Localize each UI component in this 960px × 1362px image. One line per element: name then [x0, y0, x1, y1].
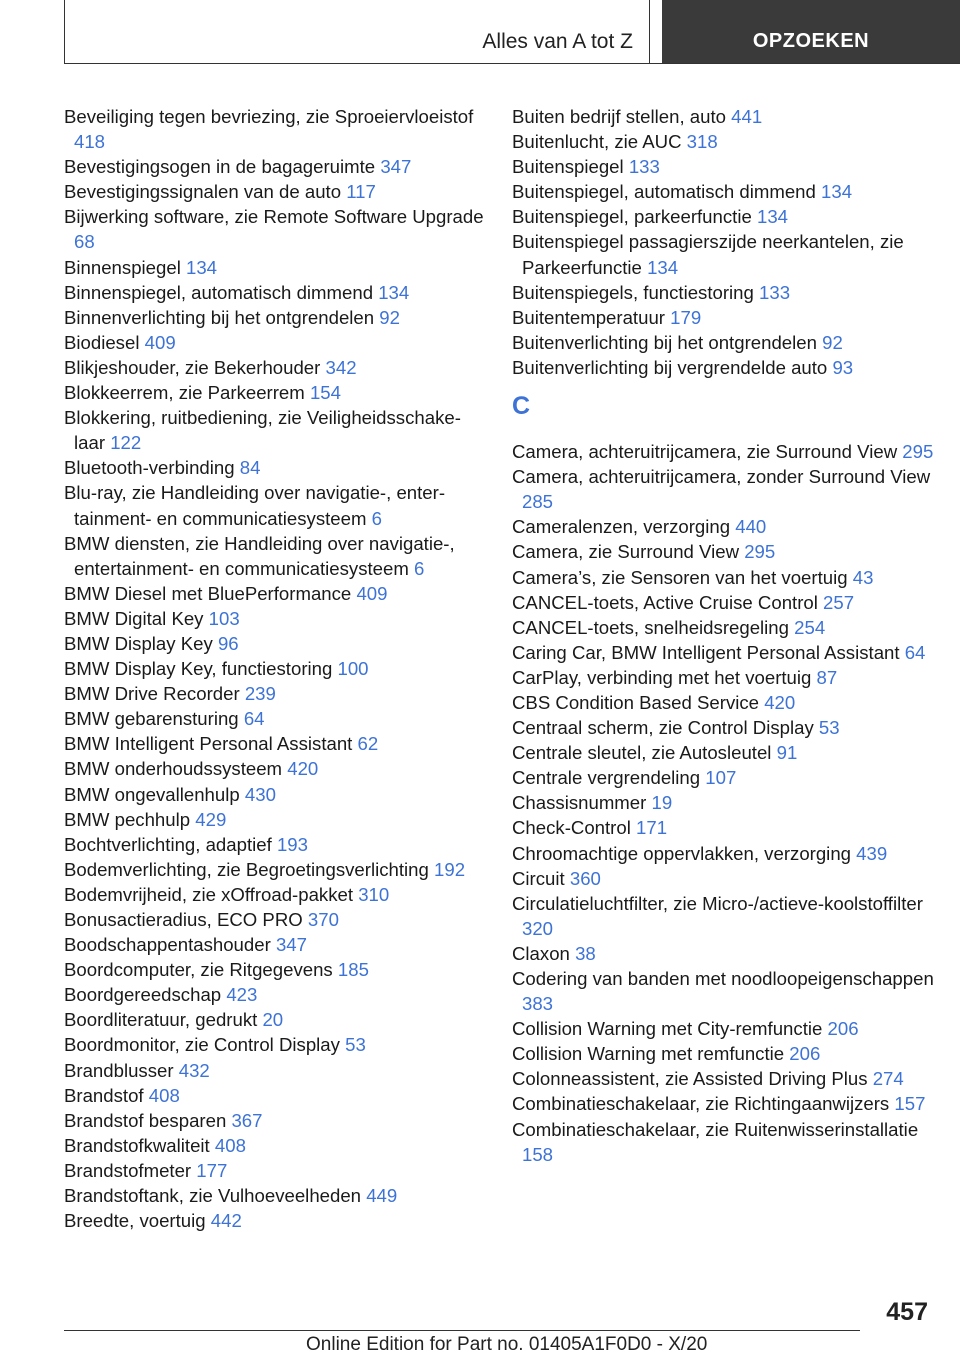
index-entry — [64, 631, 484, 656]
entry-text: Combinatieschakelaar, zie Ruitenwisserinstallatie — [512, 1118, 919, 1140]
index-entry — [512, 154, 942, 179]
page-link[interactable]: 257 — [823, 591, 855, 613]
index-entry — [64, 104, 484, 154]
index-group-b — [512, 104, 942, 380]
page-link[interactable]: 133 — [759, 281, 791, 303]
page-link[interactable]: 449 — [366, 1185, 398, 1207]
entry-text: Collision Warning met City-remfunctie — [512, 1018, 823, 1040]
index-entry — [64, 480, 484, 530]
page-link[interactable]: 92 — [822, 331, 843, 353]
entry-text: CBS Condition Based Service — [512, 691, 760, 713]
entry-text: Bevestigingsogen in de bagageruimte — [64, 156, 376, 178]
entry-text: Brandstof besparen — [64, 1109, 227, 1131]
index-entry — [512, 1066, 942, 1091]
index-entry — [64, 1083, 484, 1108]
index-entry — [512, 1117, 942, 1167]
page-link[interactable]: 254 — [794, 616, 826, 638]
index-entry — [512, 330, 942, 355]
index-entry — [64, 832, 484, 857]
page-link[interactable]: 43 — [852, 566, 874, 588]
index-entry — [64, 1208, 484, 1233]
page-link[interactable]: 92 — [379, 306, 400, 328]
index-entry — [512, 565, 942, 590]
index-entry — [512, 590, 942, 615]
page-link[interactable]: 206 — [827, 1018, 859, 1040]
page-link[interactable]: 310 — [358, 883, 390, 905]
footer-divider — [64, 1330, 860, 1331]
index-entry — [512, 539, 942, 564]
entry-text: Buitenspiegel passagierszijde neerkantelen, zie Parkeerfunctie — [512, 231, 904, 278]
entry-text: Camera, achteruitrijcamera, zie Surround View — [512, 441, 898, 463]
entry-text: Caring Car, BMW Intelligent Personal Assistant — [512, 641, 900, 663]
entry-text: Boordmonitor, zie Control Display — [64, 1034, 340, 1056]
index-entry — [512, 1041, 942, 1066]
index-entry — [64, 782, 484, 807]
entry-text: Boordcomputer, zie Ritgegevens — [64, 959, 333, 981]
entry-text: CANCEL-toets, Active Cruise Control — [512, 591, 818, 613]
entry-text: Binnenspiegel, automatisch dimmend — [64, 281, 374, 303]
entry-text: Buitentemperatuur — [512, 306, 665, 328]
index-entry — [512, 104, 942, 129]
entry-text: Camera, zie Surround View — [512, 541, 740, 563]
entry-text: Buitenlucht, zie AUC — [512, 131, 682, 153]
page-link[interactable]: 429 — [195, 808, 227, 830]
tab-opzoeken-label: OPZOEKEN — [752, 30, 870, 52]
entry-text: Breedte, voertuig — [64, 1210, 206, 1232]
index-entry — [64, 1108, 484, 1133]
index-entry — [512, 790, 942, 815]
entry-text: BMW Display Key, functiestoring — [64, 658, 333, 680]
entry-text: Boordgereedschap — [64, 984, 222, 1006]
index-entry — [64, 330, 484, 355]
entry-text: Brandstoftank, zie Vulhoeveelheden — [64, 1185, 362, 1207]
page-link[interactable]: 134 — [756, 206, 789, 228]
index-entry — [64, 255, 484, 280]
section-title: Alles van A tot Z — [482, 30, 633, 53]
index-entry — [512, 715, 942, 740]
index-entry — [512, 615, 942, 640]
page-link[interactable]: 157 — [894, 1093, 926, 1115]
page-link[interactable]: 442 — [210, 1210, 242, 1232]
index-entry — [512, 1016, 942, 1041]
entry-text: Cameralenzen, verzorging — [512, 516, 731, 538]
page-link[interactable]: 53 — [345, 1034, 366, 1056]
index-entry — [64, 204, 484, 254]
entry-text: Bevestigingssignalen van de auto — [64, 181, 342, 203]
entry-text: Binnenverlichting bij het ontgrendelen — [64, 306, 375, 328]
page-link[interactable]: 439 — [856, 842, 888, 864]
header-divider — [64, 63, 960, 64]
page-link[interactable]: 440 — [735, 516, 767, 538]
index-entry — [64, 957, 484, 982]
index-entry — [64, 731, 484, 756]
index-entry — [512, 1091, 942, 1116]
entry-text: Colonneassistent, zie Assisted Driving Plus — [512, 1068, 868, 1090]
entry-text: BMW Drive Recorder — [64, 683, 240, 705]
index-entry — [64, 455, 484, 480]
page-link[interactable]: 64 — [904, 641, 926, 663]
entry-text: Chroomachtige oppervlakken, verzorging — [512, 842, 851, 864]
entry-text: Blokkeerrem, zie Parkeerrem — [64, 382, 305, 404]
page-link[interactable]: 239 — [244, 683, 276, 705]
entry-text: BMW onderhoudssysteem — [64, 758, 283, 780]
index-entry — [64, 606, 484, 631]
entry-text: Camera’s, zie Sensoren van het voertuig — [512, 566, 848, 588]
page-link[interactable]: 318 — [686, 131, 718, 153]
page-link[interactable]: 360 — [569, 867, 601, 889]
page-link[interactable]: 383 — [522, 993, 554, 1015]
index-entry — [512, 280, 942, 305]
page-link[interactable]: 38 — [575, 942, 596, 964]
entry-text: Combinatieschakelaar, zie Richtingaanwijzers — [512, 1093, 890, 1115]
index-entry — [512, 439, 942, 464]
entry-text: Chassisnummer — [512, 792, 647, 814]
entry-text: CarPlay, verbinding met het voertuig — [512, 666, 812, 688]
page-link[interactable]: 134 — [378, 281, 410, 303]
page-link[interactable]: 117 — [346, 181, 376, 203]
entry-text: BMW Digital Key — [64, 607, 204, 629]
entry-text: Biodiesel — [64, 331, 140, 353]
entry-text: Brandblusser — [64, 1059, 174, 1081]
index-entry — [512, 355, 942, 380]
index-entry — [512, 866, 942, 891]
index-entry — [64, 1032, 484, 1057]
page-link[interactable]: 193 — [276, 833, 308, 855]
index-entry — [64, 656, 484, 681]
section-letter: C — [512, 392, 531, 421]
page-link[interactable]: 347 — [380, 156, 412, 178]
index-entry — [512, 966, 942, 1016]
page-link[interactable]: 420 — [287, 758, 319, 780]
index-entry — [64, 1058, 484, 1083]
page-link[interactable]: 122 — [110, 432, 142, 454]
entry-text: Blikjeshouder, zie Bekerhouder — [64, 356, 321, 378]
index-entry — [64, 882, 484, 907]
index-entry — [64, 1183, 484, 1208]
entry-text: Brandstofkwaliteit — [64, 1134, 210, 1156]
index-entry — [512, 665, 942, 690]
index-entry — [64, 1133, 484, 1158]
entry-text: Boordliteratuur, gedrukt — [64, 1009, 258, 1031]
page-link[interactable]: 84 — [239, 457, 261, 479]
index-entry — [512, 740, 942, 765]
page-link[interactable]: 134 — [186, 256, 218, 278]
entry-text: Bodemvrijheid, zie xOffroad-pakket — [64, 883, 354, 905]
entry-text: Buitenspiegel — [512, 156, 624, 178]
page-link[interactable]: 370 — [307, 909, 339, 930]
page-link[interactable]: 91 — [776, 742, 798, 764]
index-entry — [64, 380, 484, 405]
page-link[interactable]: 408 — [214, 1134, 246, 1156]
page-link[interactable]: 134 — [647, 256, 679, 278]
page-link[interactable]: 62 — [357, 733, 379, 755]
entry-text: Buitenspiegels, functiestoring — [512, 281, 754, 303]
page-link[interactable]: 285 — [522, 491, 554, 513]
entry-text: Brandstof — [64, 1084, 144, 1106]
entry-text: BMW ongevallenhulp — [64, 783, 240, 805]
index-entry — [512, 129, 942, 154]
page-link[interactable]: 53 — [818, 717, 840, 739]
entry-text: Check-Control — [512, 817, 631, 839]
index-entry — [512, 305, 942, 330]
page-link[interactable]: 295 — [902, 441, 934, 463]
page-link[interactable]: 103 — [208, 607, 240, 629]
entry-text: Bochtverlichting, adaptief — [64, 833, 272, 855]
index-group-c — [512, 439, 942, 1167]
index-entry — [512, 891, 942, 941]
page-link[interactable]: 96 — [217, 632, 239, 654]
page-link[interactable]: 133 — [628, 156, 660, 178]
index-entry — [64, 581, 484, 606]
entry-text: BMW diensten, zie Handleiding over navigatie-, entertainment- en communicatiesysteem — [64, 532, 455, 579]
page-link[interactable]: 430 — [244, 783, 276, 805]
index-entry — [512, 464, 942, 514]
entry-text: Collision Warning met remfunctie — [512, 1043, 785, 1065]
page-link[interactable]: 420 — [764, 691, 796, 713]
page-link[interactable]: 192 — [434, 858, 466, 880]
entry-text: Binnenspiegel — [64, 256, 181, 278]
entry-text: Buitenverlichting bij vergrendelde auto — [512, 356, 828, 378]
page-link[interactable]: 68 — [74, 231, 95, 253]
page-link[interactable]: 158 — [522, 1143, 554, 1165]
index-entry — [64, 1158, 484, 1183]
page-link[interactable]: 100 — [337, 658, 369, 680]
page-link[interactable]: 432 — [178, 1059, 210, 1081]
index-entry — [512, 815, 942, 840]
index-entry — [64, 907, 484, 932]
page-link[interactable]: 171 — [636, 817, 668, 839]
entry-text: Brandstofmeter — [64, 1159, 192, 1181]
page-link[interactable]: 423 — [226, 984, 258, 1006]
entry-text: Buitenspiegel, parkeerfunctie — [512, 206, 752, 228]
index-entry — [512, 640, 942, 665]
index-entry — [64, 355, 484, 380]
index-entry — [512, 204, 942, 229]
entry-text: Beveiliging tegen bevriezing, zie Sproeiervloeistof — [64, 106, 474, 127]
index-column-right — [512, 104, 942, 1167]
entry-text: Blu-ray, zie Handleiding over navigatie-, entertainment- en communicatiesysteem — [64, 482, 446, 529]
page-link[interactable]: 367 — [231, 1109, 263, 1131]
index-entry — [512, 765, 942, 790]
entry-text: BMW Display Key — [64, 632, 213, 654]
entry-text: Circuit — [512, 867, 565, 889]
index-entry — [64, 405, 484, 455]
index-entry — [512, 690, 942, 715]
index-entry — [64, 681, 484, 706]
entry-text: Bonusactieradius, ECO PRO — [64, 909, 303, 930]
page-link[interactable]: 177 — [196, 1159, 228, 1181]
page-link[interactable]: 87 — [816, 666, 838, 688]
page-link[interactable]: 19 — [651, 792, 673, 814]
entry-text: Buiten bedrijf stellen, auto — [512, 106, 726, 127]
page-link[interactable]: 347 — [275, 934, 307, 956]
page-link[interactable]: 295 — [744, 541, 776, 563]
index-entry — [64, 179, 484, 204]
entry-text: Buitenspiegel, automatisch dimmend — [512, 181, 816, 203]
page-number: 457 — [886, 1298, 928, 1326]
page-link[interactable]: 274 — [872, 1068, 904, 1090]
entry-text: Buitenverlichting bij het ontgrendelen — [512, 331, 817, 353]
index-entry — [512, 841, 942, 866]
entry-text: Blokkering, ruitbediening, zie Veiligheidsschakelaar — [64, 407, 461, 454]
page-link[interactable]: 20 — [262, 1009, 284, 1031]
page-link[interactable]: 418 — [74, 131, 106, 153]
entry-text: Circulatieluchtfilter, zie Micro-/actieve-koolstoffilter — [512, 892, 923, 914]
page-link[interactable]: 154 — [309, 382, 341, 404]
page-link[interactable]: 6 — [414, 557, 425, 579]
index-column-left — [64, 104, 484, 1233]
entry-text: Bijwerking software, zie Remote Software Upgrade — [64, 206, 484, 228]
entry-text: Centrale vergrendeling — [512, 767, 701, 789]
page-link[interactable]: 93 — [832, 356, 854, 378]
page-link[interactable]: 179 — [670, 306, 702, 328]
edition-text: Online Edition for Part no. 01405A1F0D0 - X/20 — [306, 1334, 708, 1355]
entry-text: BMW Diesel met BluePerformance — [64, 582, 352, 604]
page-link[interactable]: 64 — [243, 708, 265, 730]
index-entry — [512, 514, 942, 539]
page-link[interactable]: 320 — [522, 917, 554, 939]
entry-text: BMW pechhulp — [64, 808, 191, 830]
page-link[interactable]: 342 — [325, 356, 357, 378]
index-entry — [64, 857, 484, 882]
entry-text: Claxon — [512, 942, 570, 964]
index-entry — [64, 1007, 484, 1032]
index-entry — [64, 154, 484, 179]
page-link[interactable]: 441 — [731, 106, 763, 127]
index-entry — [512, 229, 942, 279]
page-link[interactable]: 185 — [337, 959, 369, 981]
index-entry — [512, 179, 942, 204]
entry-text: Centrale sleutel, zie Autosleutel — [512, 742, 772, 764]
index-entry — [64, 807, 484, 832]
page-link[interactable]: 6 — [371, 507, 382, 529]
page-link[interactable]: 409 — [144, 331, 176, 353]
entry-text: CANCEL-toets, snelheidsregeling — [512, 616, 789, 638]
entry-text: Centraal scherm, zie Control Display — [512, 717, 814, 739]
entry-text: BMW gebarensturing — [64, 708, 239, 730]
page-link[interactable]: 206 — [789, 1043, 821, 1065]
entry-text: Codering van banden met noodloopeigenschappen — [512, 968, 934, 989]
index-entry — [64, 756, 484, 781]
index-entry — [64, 982, 484, 1007]
index-entry — [64, 706, 484, 731]
index-entry — [64, 531, 484, 581]
entry-text: Bodemverlichting, zie Begroetingsverlichting — [64, 858, 429, 880]
index-entry — [64, 305, 484, 330]
page-link[interactable]: 408 — [148, 1084, 180, 1106]
entry-text: BMW Intelligent Personal Assistant — [64, 733, 353, 755]
tab-opzoeken[interactable] — [662, 0, 960, 63]
page-link[interactable]: 134 — [821, 181, 853, 203]
index-entry — [64, 280, 484, 305]
page-link[interactable]: 409 — [356, 582, 388, 604]
page-link[interactable]: 107 — [705, 767, 737, 789]
entry-text: Boodschappentashouder — [64, 934, 271, 956]
entry-text: Camera, achteruitrijcamera, zonder Surround View — [512, 466, 931, 488]
index-entry — [64, 932, 484, 957]
entry-text: Bluetooth-verbinding — [64, 457, 235, 479]
index-entry — [512, 941, 942, 966]
header-section-box — [64, 0, 650, 63]
